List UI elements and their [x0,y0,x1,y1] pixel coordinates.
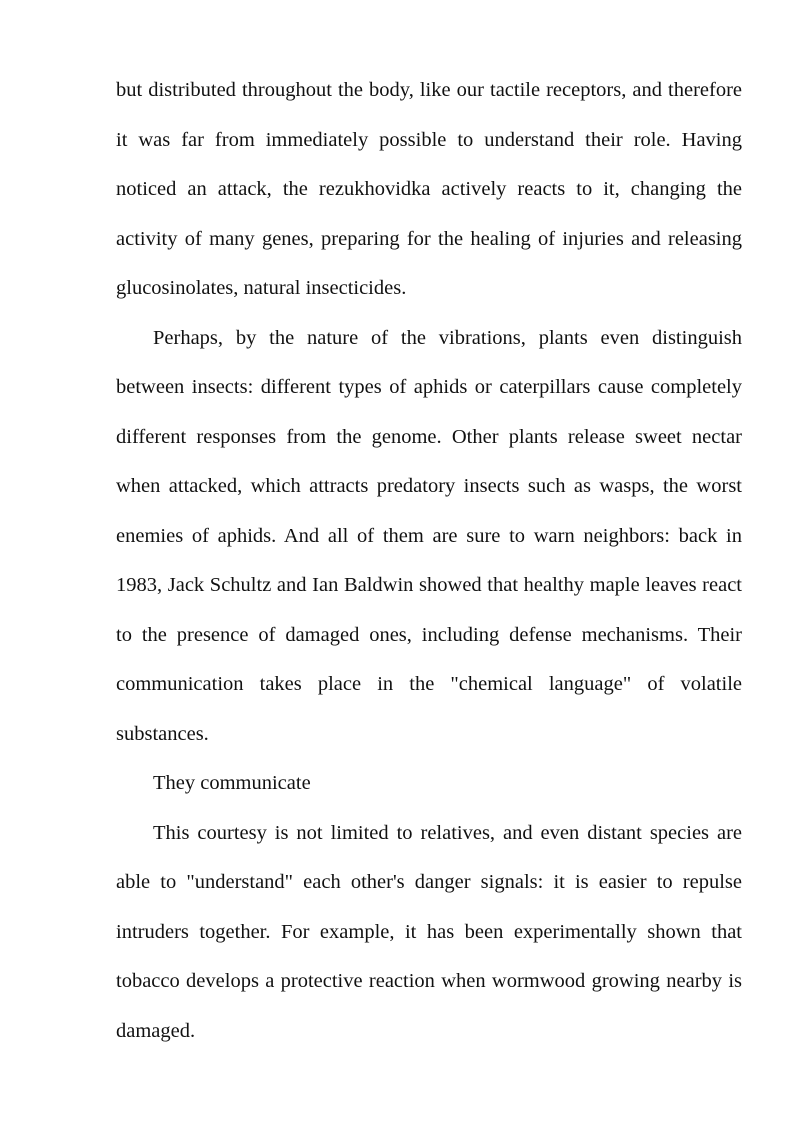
document-page [116,66,742,1056]
section-heading: They communicate [153,772,311,794]
paragraph-vibrations: Perhaps, by the nature of the vibrations, plants even distinguish between insects: different types of aphids or caterpillars cause completely different responses from the genome. Other plants release sweet nectar when attacked, which attracts predatory insects such as wasps, the worst enemies of aphids. And all of them are sure to warn neighbors: back in 1983, Jack Schultz and Ian Baldwin showed that healthy maple leaves react to the presence of damaged ones, including defense mechanisms. Their communication takes place in the "chemical language" of volatile substances. [116,326,742,745]
paragraph-courtesy: This courtesy is not limited to relatives, and even distant species are able to "understand" each other's danger signals: it is easier to repulse intruders together. For example, it has been experimentally shown that tobacco develops a protective reaction when wormwood growing nearby is damaged. [116,821,742,1042]
paragraph-continued: but distributed throughout the body, like our tactile receptors, and therefore it was far from immediately possible to understand their role. Having noticed an attack, the rezukhovidka actively reacts to it, changing the activity of many genes, preparing for the healing of injuries and releasing glucosinolates, natural insecticides. [116,79,742,299]
